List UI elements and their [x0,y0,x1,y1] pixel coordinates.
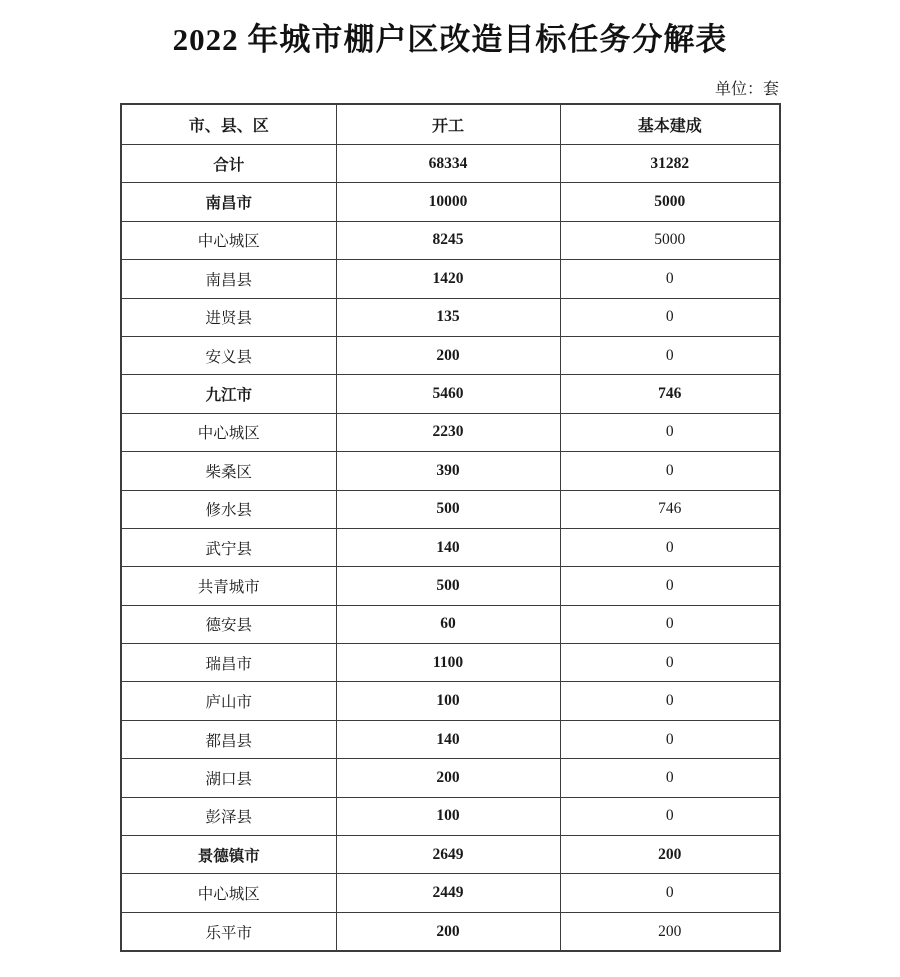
table-row [121,836,780,874]
completed-cell: 0 [560,720,780,758]
table-row [121,567,780,605]
region-cell: 修水县 [121,490,336,528]
region-cell: 南昌市 [121,183,336,221]
completed-cell: 0 [560,298,780,336]
table-row [121,759,780,797]
page-title: 2022 年城市棚户区改造目标任务分解表 [172,22,728,57]
completed-cell: 200 [560,912,780,951]
table-row [121,682,780,720]
completed-cell: 0 [560,567,780,605]
region-cell: 瑞昌市 [121,644,336,682]
started-cell: 2230 [336,413,560,451]
region-cell: 中心城区 [121,874,336,912]
started-cell: 10000 [336,183,560,221]
table-row [121,145,780,183]
completed-cell: 0 [560,413,780,451]
region-cell: 南昌县 [121,260,336,298]
completed-cell: 0 [560,797,780,835]
started-cell: 140 [336,528,560,566]
table-row [121,874,780,912]
table-row [121,720,780,758]
header-started: 开工 [336,104,560,145]
completed-cell: 0 [560,874,780,912]
table-row [121,490,780,528]
table-row [121,183,780,221]
region-cell: 中心城区 [121,413,336,451]
started-cell: 200 [336,336,560,374]
started-cell: 100 [336,797,560,835]
table-row [121,375,780,413]
unit-label: 单位：套 [714,81,779,98]
completed-cell: 0 [560,605,780,643]
table-row [121,605,780,643]
started-cell: 100 [336,682,560,720]
completed-cell: 0 [560,260,780,298]
region-cell: 安义县 [121,336,336,374]
completed-cell: 0 [560,759,780,797]
header-completed: 基本建成 [560,104,780,145]
completed-cell: 200 [560,836,780,874]
completed-cell: 746 [560,490,780,528]
completed-cell: 5000 [560,221,780,259]
completed-cell: 0 [560,336,780,374]
completed-cell: 31282 [560,145,780,183]
started-cell: 2449 [336,874,560,912]
header-region: 市、县、区 [121,104,336,145]
region-cell: 共青城市 [121,567,336,605]
region-cell: 中心城区 [121,221,336,259]
region-cell: 庐山市 [121,682,336,720]
started-cell: 200 [336,759,560,797]
table-header-row [121,104,780,145]
region-cell: 德安县 [121,605,336,643]
table-body [121,145,780,952]
started-cell: 8245 [336,221,560,259]
started-cell: 1100 [336,644,560,682]
table-header [121,104,780,145]
region-cell: 彭泽县 [121,797,336,835]
completed-cell: 0 [560,682,780,720]
region-cell: 都昌县 [121,720,336,758]
started-cell: 500 [336,490,560,528]
region-cell: 武宁县 [121,528,336,566]
table-row [121,452,780,490]
table-row [121,413,780,451]
table-row [121,528,780,566]
started-cell: 1420 [336,260,560,298]
started-cell: 68334 [336,145,560,183]
started-cell: 2649 [336,836,560,874]
region-cell: 九江市 [121,375,336,413]
started-cell: 140 [336,720,560,758]
table-row [121,221,780,259]
region-cell: 景德镇市 [121,836,336,874]
region-cell: 合计 [121,145,336,183]
completed-cell: 746 [560,375,780,413]
table-row [121,797,780,835]
started-cell: 390 [336,452,560,490]
region-cell: 湖口县 [121,759,336,797]
started-cell: 135 [336,298,560,336]
started-cell: 200 [336,912,560,951]
completed-cell: 5000 [560,183,780,221]
completed-cell: 0 [560,528,780,566]
started-cell: 500 [336,567,560,605]
completed-cell: 0 [560,452,780,490]
started-cell: 5460 [336,375,560,413]
region-cell: 乐平市 [121,912,336,951]
table-row [121,912,780,951]
table-row [121,644,780,682]
table-row [121,336,780,374]
table-row [121,260,780,298]
completed-cell: 0 [560,644,780,682]
started-cell: 60 [336,605,560,643]
region-cell: 进贤县 [121,298,336,336]
task-breakdown-table [120,103,781,952]
region-cell: 柴桑区 [121,452,336,490]
table-row [121,298,780,336]
